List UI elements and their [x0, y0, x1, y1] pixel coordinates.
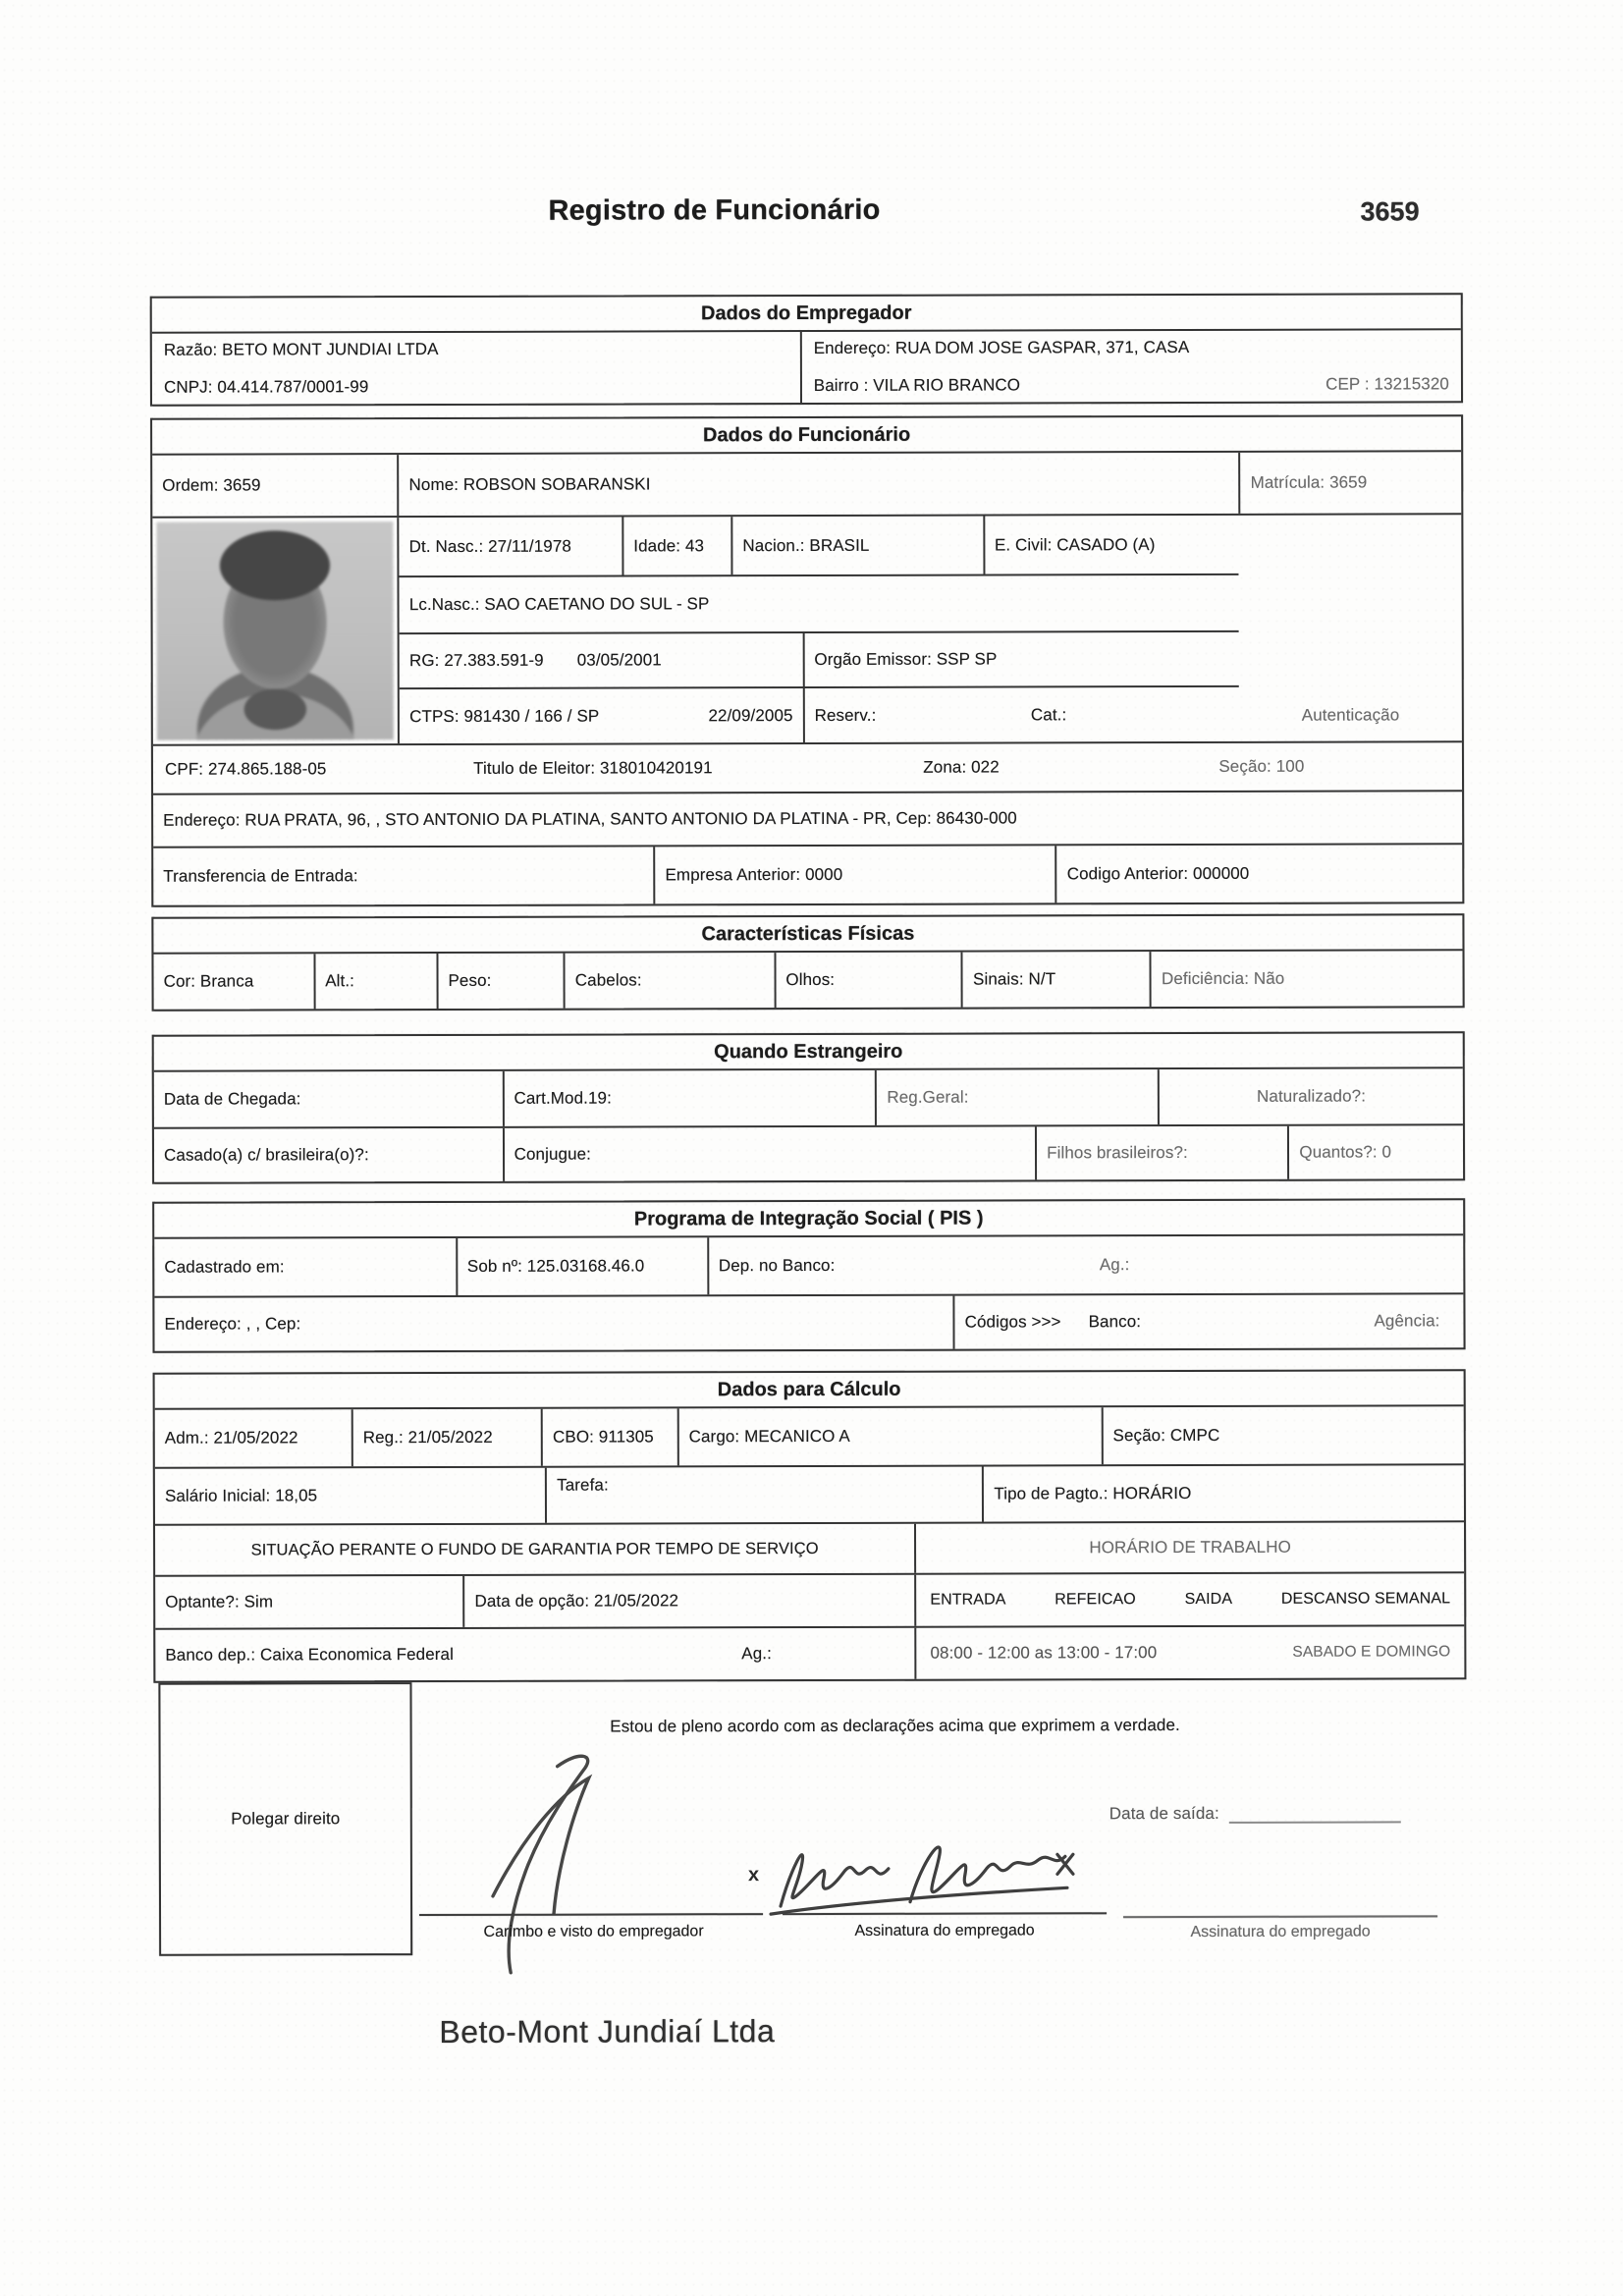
- empregador-left-cell: [152, 332, 800, 405]
- registro-cell: [352, 1409, 541, 1467]
- data-opcao-cell: [462, 1575, 914, 1627]
- autenticacao-cell: [1239, 515, 1462, 741]
- empregador-endereco: Endereço: RUA DOM JOSE GASPAR, 371, CASA: [813, 337, 1190, 357]
- empresa-anterior: Empresa Anterior: 0000: [665, 864, 843, 885]
- naturalizado-cell: [1158, 1068, 1463, 1124]
- section-pis: [152, 1198, 1465, 1352]
- nome-cell: [397, 453, 1238, 516]
- filhos-brasileiros: Filhos brasileiros?:: [1047, 1142, 1188, 1163]
- rg-data: 03/05/2001: [576, 650, 662, 670]
- col-entrada: ENTRADA: [930, 1591, 1006, 1609]
- descanso-valor: SABADO E DOMINGO: [1292, 1643, 1451, 1661]
- cadastrado-em-cell: [154, 1238, 456, 1296]
- section-dados-funcionario: [150, 414, 1464, 906]
- idade-cell: [622, 517, 730, 575]
- empregador-right-cell: [800, 330, 1461, 403]
- pis-endereco-cell: [154, 1296, 952, 1351]
- polegar-box: [158, 1682, 412, 1956]
- cabelos: Cabelos:: [574, 970, 642, 990]
- dep-banco-cell: [707, 1235, 1464, 1294]
- estado-civil: E. Civil: CASADO (A): [994, 534, 1156, 555]
- olhos-cell: [774, 953, 961, 1008]
- cor: Cor: Branca: [163, 971, 254, 991]
- section-title-estrangeiro: Quando Estrangeiro: [154, 1033, 1463, 1071]
- transferencia-cell: [153, 847, 653, 904]
- section-calculo: [153, 1369, 1467, 1682]
- reserv-cell: [802, 688, 1020, 742]
- endereco-row: [153, 792, 1462, 846]
- optante-cell: [155, 1576, 462, 1628]
- section-estrangeiro: [152, 1031, 1465, 1183]
- section-caracteristicas: [151, 913, 1464, 1011]
- horario-valor: 08:00 - 12:00 as 13:00 - 17:00: [930, 1643, 1158, 1663]
- codigos-cell: [953, 1294, 1464, 1348]
- estado-civil-cell: [983, 516, 1239, 574]
- horario-valores-cell: [914, 1626, 1464, 1678]
- olhos: Olhos:: [785, 969, 836, 990]
- sinais-cell: [961, 952, 1150, 1008]
- empregador-cep: CEP : 13215320: [1325, 374, 1449, 394]
- banco-deposito: Banco dep.: Caixa Economica Federal: [165, 1644, 454, 1665]
- data-saida-line: [1229, 1809, 1401, 1823]
- casado-brasileira-cell: [154, 1128, 503, 1182]
- cbo-cell: [541, 1408, 677, 1465]
- horario-trabalho-titulo: HORÁRIO DE TRABALHO: [1089, 1537, 1291, 1558]
- data-saida-label: Data de saída:: [1109, 1803, 1219, 1824]
- ordem-cell: [152, 455, 397, 517]
- cat-cell: [1021, 687, 1239, 741]
- tipo-pagto-cell: [982, 1465, 1464, 1521]
- quantos: Quantos?: 0: [1299, 1142, 1392, 1162]
- local-nascimento: Lc.Nasc.: SAO CAETANO DO SUL - SP: [408, 594, 710, 615]
- secao-trabalho: Seção: CMPC: [1112, 1425, 1220, 1446]
- pis-numero: Sob nº: 125.03168.46.0: [466, 1256, 645, 1276]
- section-title-funcionario: Dados do Funcionário: [152, 416, 1461, 455]
- codigo-anterior: Codigo Anterior: 000000: [1066, 863, 1250, 884]
- assinatura-empregado-label: Assinatura do empregado: [854, 1922, 1035, 1940]
- optante: Optante?: Sim: [165, 1592, 274, 1612]
- altura-cell: [313, 954, 436, 1009]
- zona-eleitoral: Zona: 022: [923, 757, 1000, 777]
- codigos: Códigos >>>: [964, 1312, 1061, 1332]
- cargo-cell: [677, 1407, 1102, 1465]
- nacion-cell: [730, 517, 983, 575]
- cpf: CPF: 274.865.188-05: [164, 759, 327, 779]
- orgao-emissor-cell: [802, 632, 1239, 687]
- data-opcao: Data de opção: 21/05/2022: [474, 1591, 679, 1611]
- cabelos-cell: [564, 953, 775, 1009]
- admissao-cell: [155, 1409, 352, 1467]
- matricula-cell: [1239, 452, 1462, 514]
- banco-agencia-label: Ag.:: [741, 1644, 772, 1664]
- secao-cell: [1101, 1406, 1463, 1464]
- col-descanso-semanal: DESCANSO SEMANAL: [1280, 1590, 1451, 1608]
- pis-agencia-label: Ag.:: [1099, 1255, 1130, 1275]
- linha-assinatura-2: [1123, 1915, 1437, 1918]
- declaracao: Estou de pleno acordo com as declarações acima que exprimem a verdade.: [610, 1716, 1180, 1736]
- endereco-funcionario: Endereço: RUA PRATA, 96, , STO ANTONIO DA PLATINA, SANTO ANTONIO DA PLATINA - PR, Cep: 86430-000: [163, 808, 1017, 830]
- secao-eleitoral: Seção: 100: [1218, 756, 1305, 776]
- ctps-data: 22/09/2005: [708, 705, 793, 726]
- conjugue-cell: [503, 1126, 1036, 1180]
- assinatura-empregado2-label: Assinatura do empregado: [1190, 1923, 1371, 1941]
- ctps-cell: [400, 689, 803, 744]
- fgts-titulo: SITUAÇÃO PERANTE O FUNDO DE GARANTIA POR TEMPO DE SERVIÇO: [250, 1539, 819, 1558]
- data-registro: Reg.: 21/05/2022: [362, 1427, 493, 1448]
- dt-nasc-cell: [400, 518, 622, 576]
- cart-mod19-cell: [502, 1070, 875, 1126]
- cnpj: CNPJ: 04.414.787/0001-99: [163, 377, 369, 397]
- carimbo-empresa: Beto-Mont Jundiaí Ltda: [439, 2013, 776, 2050]
- section-title-caracteristicas: Características Físicas: [153, 915, 1462, 954]
- reservista: Reserv.:: [814, 705, 877, 725]
- titulo-eleitor: Titulo de Eleitor: 318010420191: [473, 758, 713, 778]
- sob-numero-cell: [456, 1237, 707, 1295]
- middle-rows: [398, 516, 1240, 743]
- deficiencia: Deficiência: Não: [1161, 968, 1285, 989]
- filhos-brasileiros-cell: [1035, 1126, 1287, 1180]
- idade: Idade: 43: [633, 536, 705, 556]
- tarefa: Tarefa:: [557, 1475, 609, 1495]
- pis-agencia: Agência:: [1374, 1311, 1440, 1331]
- photo-cell: [152, 518, 398, 744]
- rg: RG: 27.383.591-9: [408, 650, 544, 671]
- banco-deposito-cell: [155, 1628, 914, 1681]
- cor-cell: [153, 954, 313, 1009]
- horario-titulo-cell: [914, 1522, 1464, 1572]
- ordem: Ordem: 3659: [162, 475, 261, 495]
- assinatura-x-marcador: x: [747, 1864, 760, 1886]
- carimbo-label: Carimbo e visto do empregador: [483, 1923, 704, 1941]
- nome: Nome: ROBSON SOBARANSKI: [408, 474, 651, 495]
- quantos-cell: [1287, 1125, 1463, 1178]
- orgao-emissor: Orgão Emissor: SSP SP: [814, 649, 998, 670]
- section-dados-empregador: [150, 293, 1463, 406]
- salario-inicial: Salário Inicial: 18,05: [164, 1486, 318, 1505]
- pis-endereco: Endereço: , , Cep:: [164, 1314, 301, 1334]
- dep-banco: Dep. no Banco:: [718, 1255, 836, 1276]
- dt-nasc: Dt. Nasc.: 27/11/1978: [408, 536, 571, 556]
- codigo-anterior-cell: [1055, 845, 1463, 902]
- lc-nasc-cell: [400, 575, 1239, 632]
- data-chegada: Data de Chegada:: [163, 1089, 301, 1109]
- pis-banco: Banco:: [1088, 1312, 1142, 1332]
- deficiencia-cell: [1150, 951, 1463, 1007]
- employee-photo: [156, 521, 394, 740]
- categoria: Cat.:: [1030, 705, 1067, 725]
- data-saida-field: [1109, 1803, 1401, 1824]
- empregador-bairro: Bairro : VILA RIO BRANCO: [813, 375, 1021, 395]
- cbo: CBO: 911305: [552, 1427, 654, 1447]
- horario-headers-cell: [914, 1573, 1464, 1625]
- cart-mod19: Cart.Mod.19:: [514, 1088, 612, 1108]
- autenticacao-label: Autenticação: [1301, 705, 1400, 725]
- salario-cell: [155, 1468, 545, 1524]
- reg-geral: Reg.Geral:: [887, 1087, 969, 1107]
- empresa-anterior-cell: [653, 846, 1055, 903]
- col-refeicao: REFEICAO: [1055, 1591, 1136, 1609]
- fgts-titulo-cell: [155, 1524, 914, 1575]
- col-saida: SAIDA: [1184, 1590, 1233, 1609]
- cadastrado-em: Cadastrado em:: [164, 1257, 285, 1277]
- section-title-pis: Programa de Integração Social ( PIS ): [154, 1200, 1463, 1238]
- ctps: CTPS: 981430 / 166 / SP: [409, 706, 600, 726]
- form-number: 3659: [1360, 196, 1420, 227]
- casado-brasileira: Casado(a) c/ brasileira(o)?:: [163, 1145, 369, 1165]
- assinatura-empregador-manuscrita: [463, 1748, 690, 1985]
- altura: Alt.:: [325, 971, 354, 991]
- tarefa-cell: [545, 1467, 982, 1523]
- conjugue: Conjugue:: [514, 1144, 592, 1164]
- section-title-calculo: Dados para Cálculo: [155, 1371, 1464, 1409]
- matricula: Matrícula: 3659: [1250, 472, 1368, 492]
- cargo: Cargo: MECANICO A: [688, 1426, 850, 1447]
- naturalizado: Naturalizado?:: [1256, 1086, 1367, 1106]
- cpf-row: [153, 742, 1462, 793]
- peso: Peso:: [448, 970, 492, 990]
- data-chegada-cell: [154, 1071, 503, 1127]
- section-title-empregador: Dados do Empregador: [152, 295, 1461, 333]
- data-admissao: Adm.: 21/05/2022: [164, 1428, 298, 1448]
- tipo-pagamento: Tipo de Pagto.: HORÁRIO: [994, 1483, 1192, 1503]
- rg-cell: [400, 633, 803, 688]
- page-title: Registro de Funcionário: [548, 193, 881, 227]
- sinais: Sinais: N/T: [972, 969, 1056, 989]
- nacionalidade: Nacion.: BRASIL: [742, 535, 870, 555]
- razao-social: Razão: BETO MONT JUNDIAI LTDA: [163, 339, 439, 359]
- reg-geral-cell: [875, 1069, 1158, 1125]
- transferencia-entrada: Transferencia de Entrada:: [163, 866, 358, 886]
- polegar-direito-label: Polegar direito: [231, 1809, 341, 1829]
- peso-cell: [436, 954, 563, 1009]
